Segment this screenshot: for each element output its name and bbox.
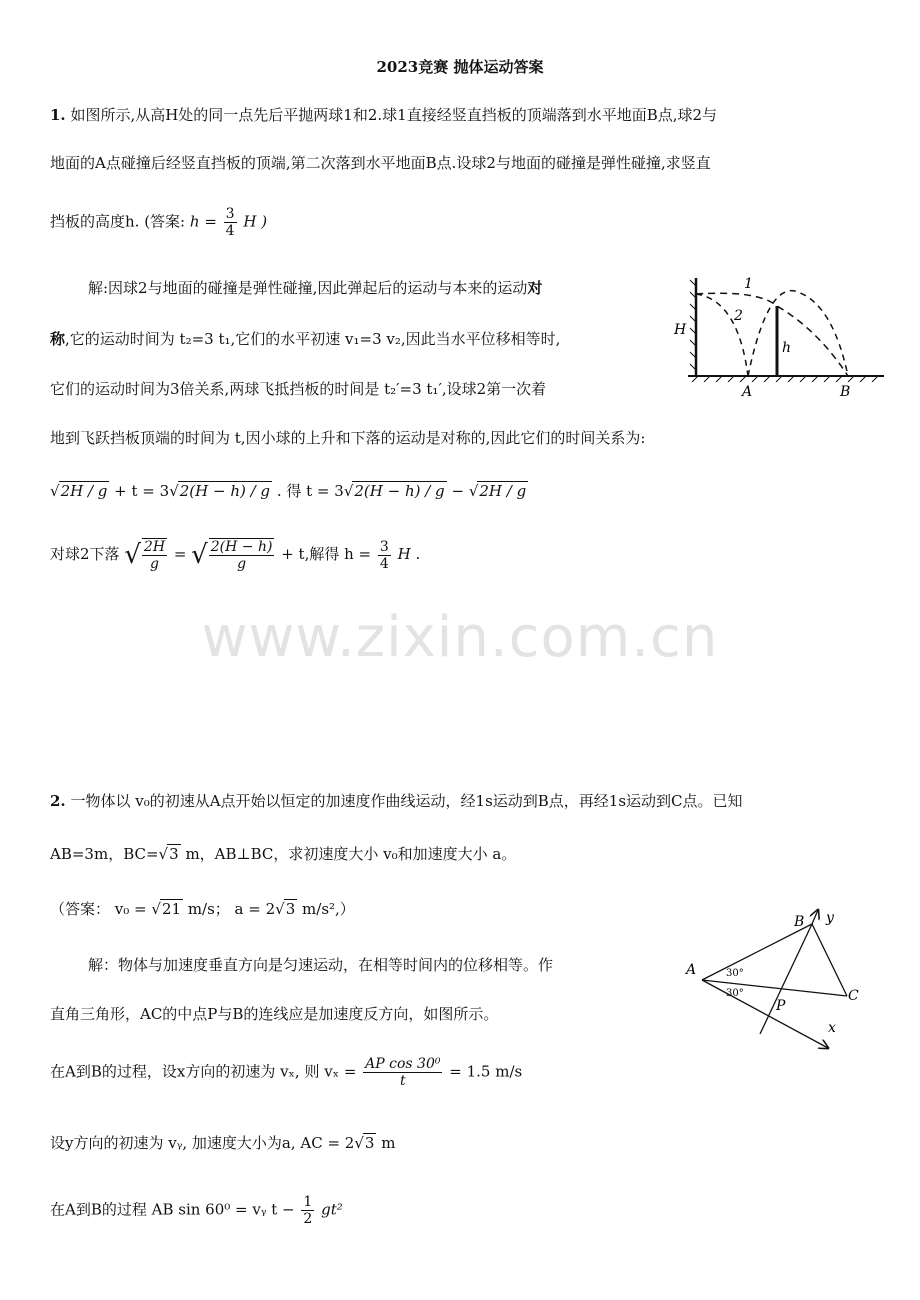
- eq2-frac-1: [142, 538, 167, 572]
- fig1-label-H: H: [674, 322, 687, 338]
- q2-answer-root-1: 21: [161, 900, 182, 918]
- fig1-label-B: B: [840, 384, 851, 400]
- q2-equation-3: [50, 1194, 343, 1227]
- eq1-minus: −: [451, 482, 465, 500]
- q2-root: 3: [169, 845, 179, 863]
- q1-answer-num: 3: [225, 206, 235, 222]
- eq2-frac-3: [378, 539, 391, 572]
- q1-solution-4: 地到飞跃挡板顶端的时间为 t,因小球的上升和下落的运动是对称的,因此它们的时间关系为:: [50, 429, 646, 447]
- q2-equation-2: 设y方向的初速为 vᵧ, 加速度大小为a, AC = 2√3 m: [50, 1134, 396, 1152]
- eq2-den-3: 4: [379, 555, 389, 572]
- eq2-den-2: g: [237, 556, 247, 573]
- q2-eq1-b: = 1.5 m/s: [449, 1062, 523, 1081]
- q1-equation-2: 对球2下落 √ $\frac{2H}{g}$ = √ $\frac{2(H - h)}{g}$ + t,解得 h = $\frac{3}{4}$ H .: [50, 538, 421, 573]
- q1-solution-bold-1: 对: [527, 279, 543, 297]
- q2-answer: （答案： v₀ = √21 m/s； a = 2√3 m/s²,）: [50, 900, 355, 918]
- eq2-frac-2: [209, 538, 275, 572]
- q2-eq2-a: 设y方向的初速为 vᵧ, 加速度大小为a, AC = 2: [50, 1134, 355, 1152]
- q1-answer-tail: H ): [243, 212, 268, 231]
- q2-eq3-b: gt²: [321, 1200, 343, 1219]
- q2-eq1-frac: [363, 1056, 442, 1089]
- q2-eq3-num: 1: [303, 1194, 313, 1210]
- q1-solution-bold-2: 称: [50, 330, 66, 348]
- watermark: www.zixin.com.cn: [201, 605, 719, 670]
- q2-eq3-a: 在A到B的过程 AB sin 60⁰ = vᵧ t −: [50, 1200, 295, 1219]
- eq1-root-4: 2H / g: [479, 482, 527, 500]
- eq2-num-3: 3: [379, 538, 389, 555]
- q2-text-2a: AB=3m，BC=: [50, 845, 159, 863]
- q1-answer-den: 4: [225, 223, 235, 240]
- q2-line-1: [50, 790, 743, 811]
- q2-eq1-den: t: [400, 1073, 406, 1090]
- fig2-label-A: A: [686, 962, 697, 978]
- eq1-root-3: 2(H − h) / g: [354, 482, 445, 500]
- q2-figure: [682, 904, 882, 1060]
- q2-answer-a: （答案： v₀ =: [50, 900, 147, 918]
- q2-text-2b: m，AB⊥BC，求初速度大小 v₀和加速度大小 a。: [185, 845, 517, 863]
- q1-equation-1: √2H / g + t = 3√2(H − h) / g . 得 t = 3√2(H − h) / g − √2H / g: [50, 482, 527, 500]
- fig2-label-P: P: [776, 998, 786, 1014]
- q1-solution-text-2: ,它的运动时间为 t₂=3 t₁,它们的水平初速 v₁=3 v₂,因此当水平位移相等时,: [65, 330, 561, 348]
- q2-solution-1: 解：物体与加速度垂直方向是匀速运动，在相等时间内的位移相等。作: [88, 956, 554, 974]
- fig2-label-C: C: [848, 988, 859, 1004]
- q1-text-2: 地面的A点碰撞后经竖直挡板的顶端,第二次落到水平地面B点.设球2与地面的碰撞是弹性碰撞,求竖直: [50, 154, 711, 172]
- eq2-mid: + t,解得 h =: [281, 545, 372, 564]
- q2-eq3-den: 2: [303, 1211, 313, 1228]
- q1-answer-lhs: h =: [189, 212, 217, 231]
- q1-figure: [668, 270, 890, 400]
- q1-line-3: [50, 206, 267, 239]
- q1-solution-2: [50, 328, 560, 349]
- eq2-den-1: g: [149, 556, 159, 573]
- q2-eq1-num: AP cos 30⁰: [365, 1056, 441, 1072]
- q2-solution-2: 直角三角形，AC的中点P与B的连线应是加速度反方向，如图所示。: [50, 1005, 499, 1023]
- eq2-num-2: 2(H − h): [210, 539, 273, 555]
- q1-solution-3: 它们的运动时间为3倍关系,两球飞抵挡板的时间是 t₂′=3 t₁′,设球2第一次着: [50, 380, 547, 398]
- page-title: 2023竞赛 抛体运动答案: [376, 58, 544, 76]
- q2-line-2: AB=3m，BC=√3 m，AB⊥BC，求初速度大小 v₀和加速度大小 a。: [50, 845, 517, 863]
- q1-number: 1.: [50, 106, 66, 124]
- fig1-label-1: 1: [744, 276, 753, 292]
- fig1-label-A: A: [742, 384, 753, 400]
- q1-text-1: 如图所示,从高H处的同一点先后平抛两球1和2.球1直接经竖直挡板的顶端落到水平地面B点,球2与: [70, 106, 718, 124]
- q1-line-1: [50, 104, 717, 125]
- q1-text-3: 挡板的高度h. (答案:: [50, 212, 186, 231]
- q2-answer-root-2: 3: [285, 900, 296, 918]
- eq2-tail: H .: [397, 545, 421, 564]
- q1-solution-1: [88, 277, 542, 298]
- fig2-label-x: x: [828, 1020, 836, 1036]
- q1-solution-text-1: 解:因球2与地面的碰撞是弹性碰撞,因此弹起后的运动与本来的运动: [88, 279, 528, 297]
- eq1-root-1: 2H / g: [60, 482, 108, 500]
- eq2-equals: =: [173, 545, 187, 564]
- q2-eq2-root: 3: [364, 1134, 375, 1152]
- fig2-label-y: y: [826, 910, 834, 926]
- fig2-angle-1: 30°: [726, 968, 744, 979]
- eq1-mid-2: . 得 t = 3: [276, 482, 344, 500]
- fig1-label-h: h: [782, 340, 792, 356]
- eq2-label: 对球2下落: [50, 545, 120, 564]
- q2-answer-b: m/s； a = 2: [187, 900, 276, 918]
- q2-eq2-b: m: [381, 1134, 396, 1152]
- fig1-label-2: 2: [734, 308, 743, 324]
- eq2-num-1: 2H: [143, 539, 166, 555]
- q2-answer-c: m/s²,）: [302, 900, 355, 918]
- fig2-label-B: B: [794, 914, 805, 930]
- q2-text-1: 一物体以 v₀的初速从A点开始以恒定的加速度作曲线运动，经1s运动到B点，再经1s运动到C点。已知: [70, 792, 743, 810]
- eq1-root-2: 2(H − h) / g: [179, 482, 271, 500]
- eq1-mid-1: + t = 3: [114, 482, 170, 500]
- q2-eq3-frac: [301, 1194, 314, 1227]
- q2-equation-1: [50, 1056, 522, 1089]
- q2-number: 2.: [50, 792, 66, 810]
- fig2-angle-2: 30°: [726, 988, 744, 999]
- q1-answer-fraction: [224, 206, 237, 239]
- q2-eq1-a: 在A到B的过程，设x方向的初速为 vₓ, 则 vₓ =: [50, 1062, 357, 1081]
